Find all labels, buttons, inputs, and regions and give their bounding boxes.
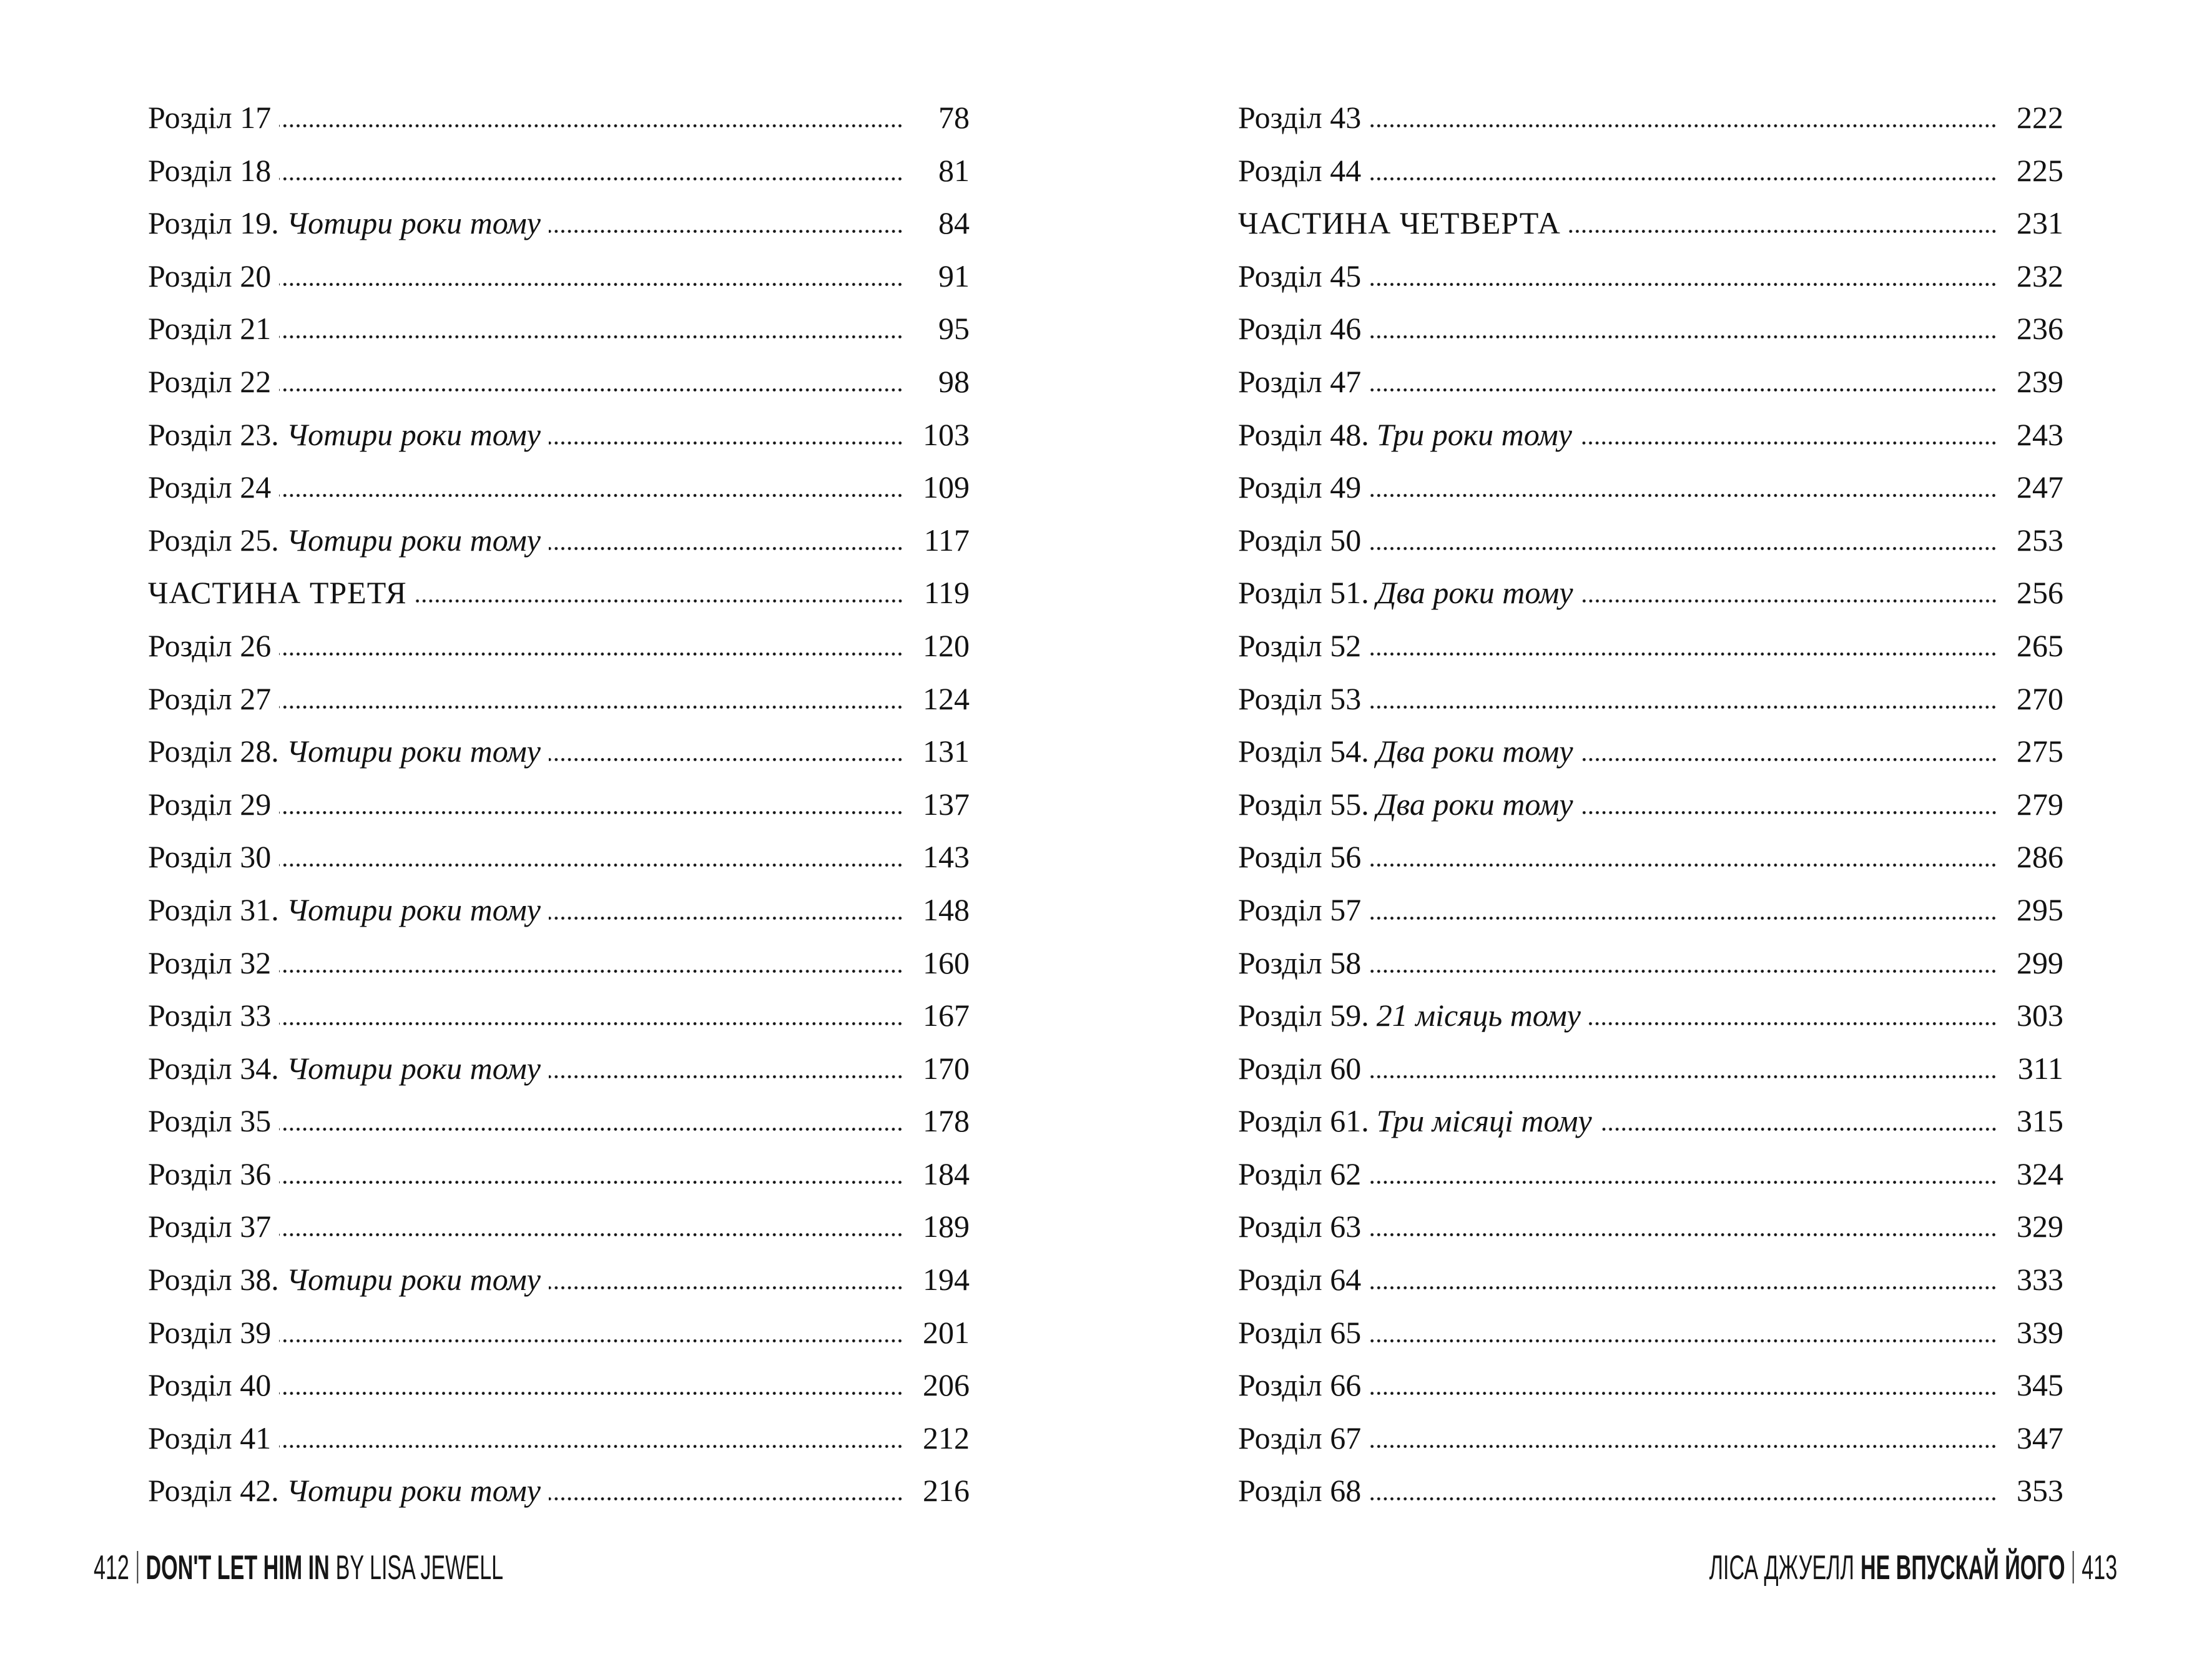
toc-entry-page-number: 194 bbox=[923, 1262, 970, 1297]
toc-entry-page-number: 84 bbox=[938, 205, 970, 241]
toc-entry-title: Розділ 47 bbox=[1238, 363, 1362, 399]
toc-entry bbox=[148, 302, 970, 355]
footer-divider-right bbox=[2073, 1551, 2074, 1583]
toc-entry-title: Розділ 26 bbox=[148, 628, 272, 663]
toc-entry-page-number: 137 bbox=[923, 786, 970, 822]
toc-entry-title: Розділ 59. bbox=[1238, 998, 1369, 1033]
toc-entry-page-number: 279 bbox=[2017, 786, 2063, 822]
toc-entry-title: Розділ 21 bbox=[148, 311, 272, 347]
toc-entry-label bbox=[148, 830, 271, 884]
toc-entry-title: Розділ 61. bbox=[1238, 1103, 1369, 1139]
toc-entry-page-number: 178 bbox=[923, 1103, 970, 1139]
toc-entry-page-number: 184 bbox=[923, 1156, 970, 1191]
toc-entry-page-number: 143 bbox=[923, 839, 970, 875]
toc-entry bbox=[148, 619, 970, 672]
dot-leader bbox=[279, 1127, 903, 1131]
toc-entry-subtitle: Чотири роки тому bbox=[286, 1262, 541, 1297]
toc-entry-label bbox=[1238, 1464, 1361, 1517]
dot-leader bbox=[415, 599, 903, 603]
toc-entry-page-number: 148 bbox=[923, 892, 970, 927]
toc-entry bbox=[148, 937, 970, 990]
toc-entry-page-number: 347 bbox=[2017, 1420, 2063, 1455]
toc-entry bbox=[148, 1306, 970, 1359]
toc-entry-label bbox=[148, 355, 271, 408]
dot-leader bbox=[549, 916, 903, 920]
toc-entry-title: Розділ 34. bbox=[148, 1050, 279, 1086]
toc-entry bbox=[1238, 619, 2063, 672]
dot-leader bbox=[1369, 969, 1997, 973]
toc-entry-label bbox=[1238, 514, 1361, 567]
toc-entry-title: Розділ 31. bbox=[148, 892, 279, 927]
toc-entry-page-number: 345 bbox=[2017, 1367, 2063, 1403]
toc-entry-label bbox=[148, 250, 271, 303]
toc-entry bbox=[148, 778, 970, 831]
toc-entry-title: Розділ 40 bbox=[148, 1367, 272, 1403]
toc-entry-label bbox=[1238, 672, 1361, 726]
dot-leader bbox=[549, 229, 903, 234]
dot-leader bbox=[1369, 916, 1997, 920]
toc-entry-title: Розділ 41 bbox=[148, 1420, 272, 1455]
toc-entry-label bbox=[1238, 1412, 1361, 1465]
toc-entry-label bbox=[148, 1200, 271, 1253]
toc-entry-title: Розділ 51. bbox=[1238, 575, 1369, 611]
toc-entry-subtitle: Два роки тому bbox=[1376, 575, 1573, 611]
toc-entry-page-number: 232 bbox=[2017, 258, 2063, 293]
toc-entry bbox=[148, 989, 970, 1042]
toc-entry-title: Розділ 54. bbox=[1238, 734, 1369, 769]
dot-leader bbox=[1369, 124, 1997, 128]
toc-entry-page-number: 286 bbox=[2017, 839, 2063, 875]
toc-entry-title: Розділ 30 bbox=[148, 839, 272, 875]
toc-entry-title: Розділ 36 bbox=[148, 1156, 272, 1191]
dot-leader bbox=[549, 1075, 903, 1079]
toc-entry bbox=[1238, 1200, 2063, 1253]
toc-entry-title: Розділ 17 bbox=[148, 100, 272, 135]
toc-entry-page-number: 324 bbox=[2017, 1156, 2063, 1191]
toc-entry bbox=[1238, 1042, 2063, 1095]
toc-entry-subtitle: Три місяці тому bbox=[1376, 1103, 1592, 1139]
dot-leader bbox=[1369, 1444, 1997, 1449]
dot-leader bbox=[279, 177, 903, 181]
toc-entry-label bbox=[1238, 197, 1561, 250]
toc-entry-title: Розділ 52 bbox=[1238, 628, 1362, 663]
toc-entry-page-number: 81 bbox=[938, 152, 970, 188]
dot-leader bbox=[1369, 335, 1997, 339]
toc-entry-title: Розділ 35 bbox=[148, 1103, 272, 1139]
dot-leader bbox=[279, 652, 903, 656]
toc-entry-label bbox=[148, 1148, 271, 1201]
toc-entry-label bbox=[148, 1464, 541, 1517]
dot-leader bbox=[1369, 177, 1997, 181]
toc-part-heading bbox=[1238, 197, 2063, 250]
toc-entry-label bbox=[1238, 250, 1361, 303]
toc-entry-page-number: 270 bbox=[2017, 681, 2063, 716]
toc-entry-title: Розділ 28. bbox=[148, 734, 279, 769]
toc-entry-title: ЧАСТИНА ЧЕТВЕРТА bbox=[1238, 205, 1561, 241]
toc-entry bbox=[148, 1359, 970, 1412]
toc-entry bbox=[1238, 1148, 2063, 1201]
toc-entry-label bbox=[1238, 355, 1361, 408]
toc-entry-label bbox=[1238, 1095, 1592, 1148]
toc-entry-title: Розділ 53 bbox=[1238, 681, 1362, 716]
toc-entry-page-number: 236 bbox=[2017, 311, 2063, 347]
toc-entry bbox=[1238, 830, 2063, 884]
toc-entry-label bbox=[148, 725, 541, 778]
toc-entry-page-number: 299 bbox=[2017, 945, 2063, 980]
toc-part-heading bbox=[148, 566, 970, 619]
toc-entry-page-number: 206 bbox=[923, 1367, 970, 1403]
toc-entry-title: Розділ 49 bbox=[1238, 470, 1362, 505]
toc-entry-page-number: 78 bbox=[938, 100, 970, 135]
dot-leader bbox=[549, 757, 903, 762]
toc-entry-label bbox=[148, 884, 541, 937]
toc-entry-page-number: 265 bbox=[2017, 628, 2063, 663]
toc-entry-page-number: 253 bbox=[2017, 522, 2063, 558]
toc-entry-page-number: 315 bbox=[2017, 1103, 2063, 1139]
toc-entry-title: Розділ 58 bbox=[1238, 945, 1362, 980]
toc-entry-title: Розділ 24 bbox=[148, 470, 272, 505]
toc-entry-title: Розділ 60 bbox=[1238, 1050, 1362, 1086]
dot-leader bbox=[279, 810, 903, 815]
toc-entry bbox=[1238, 1253, 2063, 1306]
toc-entry-title: Розділ 55. bbox=[1238, 786, 1369, 822]
toc-entry bbox=[148, 830, 970, 884]
toc-entry bbox=[1238, 514, 2063, 567]
dot-leader bbox=[549, 1286, 903, 1290]
toc-entry-subtitle: Два роки тому bbox=[1376, 786, 1573, 822]
toc-entry-title: Розділ 66 bbox=[1238, 1367, 1362, 1403]
toc-entry-title: Розділ 48. bbox=[1238, 416, 1369, 452]
dot-leader bbox=[549, 546, 903, 551]
toc-entry-page-number: 329 bbox=[2017, 1209, 2063, 1244]
toc-entry bbox=[1238, 302, 2063, 355]
toc-entry-page-number: 91 bbox=[938, 258, 970, 293]
toc-entry-title: ЧАСТИНА ТРЕТЯ bbox=[148, 575, 407, 611]
dot-leader bbox=[1580, 441, 1997, 445]
toc-entry bbox=[148, 144, 970, 197]
toc-entry-label bbox=[148, 197, 541, 250]
dot-leader bbox=[279, 124, 903, 128]
toc-entry-label bbox=[148, 91, 271, 144]
toc-entry-label bbox=[1238, 989, 1581, 1042]
toc-entry-label bbox=[1238, 884, 1361, 937]
toc-entry bbox=[148, 725, 970, 778]
toc-entry bbox=[1238, 1095, 2063, 1148]
footer-right bbox=[1709, 1547, 2117, 1587]
toc-entry-label bbox=[148, 989, 271, 1042]
toc-entry-title: Розділ 50 bbox=[1238, 522, 1362, 558]
toc-entry-title: Розділ 25. bbox=[148, 522, 279, 558]
toc-entry-page-number: 120 bbox=[923, 628, 970, 663]
dot-leader bbox=[279, 1444, 903, 1449]
dot-leader bbox=[279, 493, 903, 498]
toc-entry bbox=[148, 197, 970, 250]
toc-entry-label bbox=[1238, 937, 1361, 990]
toc-entry bbox=[148, 91, 970, 144]
toc-entry-page-number: 98 bbox=[938, 363, 970, 399]
footer-book-title-en: DON'T LET HIM IN bbox=[145, 1548, 330, 1587]
toc-entry-label bbox=[1238, 91, 1361, 144]
toc-entry-title: Розділ 42. bbox=[148, 1473, 279, 1509]
toc-entry bbox=[148, 514, 970, 567]
dot-leader bbox=[549, 441, 903, 445]
toc-entry-label bbox=[1238, 1042, 1361, 1095]
toc-entry-label bbox=[1238, 302, 1361, 355]
toc-entry-label bbox=[148, 1306, 271, 1359]
toc-entry-page-number: 160 bbox=[923, 945, 970, 980]
toc-entry-label bbox=[148, 778, 271, 831]
footer-page-number-right: 413 bbox=[2082, 1548, 2117, 1587]
dot-leader bbox=[1369, 705, 1997, 709]
dot-leader bbox=[1369, 1391, 1997, 1396]
toc-entry bbox=[1238, 91, 2063, 144]
toc-entry-title: Розділ 57 bbox=[1238, 892, 1362, 927]
toc-entry-page-number: 216 bbox=[923, 1473, 970, 1509]
dot-leader bbox=[279, 705, 903, 709]
dot-leader bbox=[279, 1391, 903, 1396]
toc-entry-page-number: 247 bbox=[2017, 470, 2063, 505]
dot-leader bbox=[279, 335, 903, 339]
toc-entry bbox=[1238, 937, 2063, 990]
toc-column-left bbox=[148, 91, 970, 1517]
dot-leader bbox=[1369, 388, 1997, 392]
toc-entry-label bbox=[1238, 566, 1573, 619]
toc-entry bbox=[1238, 989, 2063, 1042]
dot-leader bbox=[1600, 1127, 1997, 1131]
toc-entry-title: Розділ 64 bbox=[1238, 1262, 1362, 1297]
toc-entry-page-number: 212 bbox=[923, 1420, 970, 1455]
toc-entry-title: Розділ 33 bbox=[148, 998, 272, 1033]
toc-entry-label bbox=[148, 461, 271, 514]
toc-entry-title: Розділ 68 bbox=[1238, 1473, 1362, 1509]
toc-entry-title: Розділ 46 bbox=[1238, 311, 1362, 347]
toc-entry bbox=[1238, 1412, 2063, 1465]
dot-leader bbox=[1369, 1075, 1997, 1079]
toc-entry-label bbox=[1238, 619, 1361, 672]
toc-entry-label bbox=[1238, 725, 1573, 778]
toc-entry bbox=[1238, 1359, 2063, 1412]
toc-entry-label bbox=[1238, 461, 1361, 514]
toc-entry-title: Розділ 39 bbox=[148, 1314, 272, 1350]
toc-entry bbox=[148, 408, 970, 461]
toc-entry-subtitle: Чотири роки тому bbox=[286, 892, 541, 927]
dot-leader bbox=[1369, 1233, 1997, 1237]
toc-entry bbox=[1238, 1464, 2063, 1517]
toc-entry-page-number: 339 bbox=[2017, 1314, 2063, 1350]
dot-leader bbox=[1569, 229, 1997, 234]
toc-entry bbox=[148, 1095, 970, 1148]
toc-entry bbox=[1238, 408, 2063, 461]
toc-entry-title: Розділ 44 bbox=[1238, 152, 1362, 188]
toc-entry-label bbox=[148, 1042, 541, 1095]
toc-entry-page-number: 225 bbox=[2017, 152, 2063, 188]
toc-entry bbox=[1238, 566, 2063, 619]
toc-entry bbox=[148, 1148, 970, 1201]
toc-entry bbox=[148, 1253, 970, 1306]
dot-leader bbox=[279, 1180, 903, 1184]
toc-entry-label bbox=[148, 1253, 541, 1306]
toc-entry-title: Розділ 45 bbox=[1238, 258, 1362, 293]
toc-entry-label bbox=[1238, 1200, 1361, 1253]
toc-entry bbox=[148, 250, 970, 303]
toc-entry bbox=[1238, 355, 2063, 408]
toc-entry-subtitle: Чотири роки тому bbox=[286, 522, 541, 558]
toc-entry-label bbox=[148, 672, 271, 726]
dot-leader bbox=[1581, 599, 1997, 603]
toc-entry bbox=[1238, 778, 2063, 831]
toc-entry-title: Розділ 23. bbox=[148, 416, 279, 452]
footer-page-number-left: 412 bbox=[94, 1548, 129, 1587]
toc-column-right bbox=[1238, 91, 2063, 1517]
toc-entry bbox=[148, 355, 970, 408]
toc-entry-label bbox=[148, 1412, 271, 1465]
toc-entry-label bbox=[1238, 1148, 1361, 1201]
toc-entry-page-number: 243 bbox=[2017, 416, 2063, 452]
toc-entry-title: Розділ 20 bbox=[148, 258, 272, 293]
toc-entry-subtitle: Чотири роки тому bbox=[286, 416, 541, 452]
toc-entry-label bbox=[1238, 408, 1572, 461]
dot-leader bbox=[1369, 1339, 1997, 1343]
toc-entry-page-number: 311 bbox=[2017, 1050, 2063, 1086]
dot-leader bbox=[1369, 863, 1997, 867]
toc-entry-title: Розділ 63 bbox=[1238, 1209, 1362, 1244]
toc-entry-page-number: 189 bbox=[923, 1209, 970, 1244]
dot-leader bbox=[279, 863, 903, 867]
toc-entry-page-number: 333 bbox=[2017, 1262, 2063, 1297]
toc-entry-page-number: 95 bbox=[938, 311, 970, 347]
footer-left bbox=[94, 1547, 503, 1587]
toc-entry-subtitle: Чотири роки тому bbox=[286, 734, 541, 769]
toc-entry-title: Розділ 18 bbox=[148, 152, 272, 188]
footer-divider-left bbox=[137, 1551, 138, 1583]
toc-entry bbox=[148, 1464, 970, 1517]
toc-entry bbox=[1238, 144, 2063, 197]
toc-entry-label bbox=[148, 302, 271, 355]
toc-entry-label bbox=[1238, 830, 1361, 884]
dot-leader bbox=[279, 1233, 903, 1237]
toc-entry-page-number: 103 bbox=[923, 416, 970, 452]
toc-entry-title: Розділ 29 bbox=[148, 786, 272, 822]
toc-entry-label bbox=[148, 408, 541, 461]
toc-entry-label bbox=[148, 566, 407, 619]
dot-leader bbox=[1369, 493, 1997, 498]
toc-entry-label bbox=[1238, 144, 1361, 197]
toc-entry-label bbox=[1238, 1253, 1361, 1306]
toc-entry-subtitle: Чотири роки тому bbox=[286, 1050, 541, 1086]
toc-entry-title: Розділ 32 bbox=[148, 945, 272, 980]
dot-leader bbox=[1581, 757, 1997, 762]
toc-entry-label bbox=[148, 1095, 271, 1148]
toc-entry-title: Розділ 65 bbox=[1238, 1314, 1362, 1350]
footer-byline: BY LISA JEWELL bbox=[335, 1548, 504, 1587]
toc-entry-page-number: 256 bbox=[2017, 575, 2063, 611]
toc-entry-label bbox=[148, 619, 271, 672]
toc-entry bbox=[148, 884, 970, 937]
toc-entry bbox=[1238, 884, 2063, 937]
dot-leader bbox=[1369, 1286, 1997, 1290]
dot-leader bbox=[1369, 1497, 1997, 1501]
toc-entry bbox=[1238, 725, 2063, 778]
toc-entry-page-number: 353 bbox=[2017, 1473, 2063, 1509]
dot-leader bbox=[279, 1339, 903, 1343]
dot-leader bbox=[279, 1021, 903, 1026]
toc-entry-label bbox=[1238, 1306, 1361, 1359]
toc-entry-page-number: 231 bbox=[2017, 205, 2063, 241]
toc-entry-title: Розділ 38. bbox=[148, 1262, 279, 1297]
toc-entry-title: Розділ 62 bbox=[1238, 1156, 1362, 1191]
toc-entry-page-number: 119 bbox=[923, 575, 970, 611]
toc-entry-label bbox=[148, 514, 541, 567]
toc-entry bbox=[1238, 1306, 2063, 1359]
toc-entry bbox=[1238, 461, 2063, 514]
toc-entry-label bbox=[1238, 1359, 1361, 1412]
toc-entry bbox=[148, 1042, 970, 1095]
toc-entry-title: Розділ 27 bbox=[148, 681, 272, 716]
toc-entry-title: Розділ 37 bbox=[148, 1209, 272, 1244]
toc-entry-page-number: 222 bbox=[2017, 100, 2063, 135]
dot-leader bbox=[1369, 1180, 1997, 1184]
dot-leader bbox=[279, 388, 903, 392]
dot-leader bbox=[1589, 1021, 1997, 1026]
toc-entry-title: Розділ 19. bbox=[148, 205, 279, 241]
toc-entry-page-number: 275 bbox=[2017, 734, 2063, 769]
toc-entry-title: Розділ 67 bbox=[1238, 1420, 1362, 1455]
toc-entry-page-number: 124 bbox=[923, 681, 970, 716]
toc-entry-label bbox=[148, 937, 271, 990]
footer-author-uk: ЛІСА ДЖУЕЛЛ bbox=[1709, 1548, 1854, 1587]
dot-leader bbox=[279, 282, 903, 287]
toc-entry-label bbox=[148, 1359, 271, 1412]
dot-leader bbox=[1369, 652, 1997, 656]
toc-entry-page-number: 239 bbox=[2017, 363, 2063, 399]
toc-entry-page-number: 170 bbox=[923, 1050, 970, 1086]
toc-entry-subtitle: 21 місяць тому bbox=[1376, 998, 1581, 1033]
toc-entry-title: Розділ 43 bbox=[1238, 100, 1362, 135]
toc-entry-page-number: 109 bbox=[923, 470, 970, 505]
dot-leader bbox=[1369, 282, 1997, 287]
toc-entry-page-number: 303 bbox=[2017, 998, 2063, 1033]
toc-entry bbox=[148, 672, 970, 726]
dot-leader bbox=[279, 969, 903, 973]
toc-entry-page-number: 131 bbox=[923, 734, 970, 769]
footer-book-title-uk: НЕ ВПУСКАЙ ЙОГО bbox=[1860, 1548, 2065, 1587]
toc-entry-subtitle: Чотири роки тому bbox=[286, 205, 541, 241]
toc-entry-label bbox=[1238, 778, 1573, 831]
dot-leader bbox=[1369, 546, 1997, 551]
toc-entry bbox=[1238, 250, 2063, 303]
toc-entry bbox=[148, 461, 970, 514]
toc-entry bbox=[148, 1412, 970, 1465]
toc-entry-page-number: 117 bbox=[923, 522, 970, 558]
toc-entry-page-number: 295 bbox=[2017, 892, 2063, 927]
toc-entry-title: Розділ 22 bbox=[148, 363, 272, 399]
toc-entry-subtitle: Два роки тому bbox=[1376, 734, 1573, 769]
toc-entry bbox=[148, 1200, 970, 1253]
toc-entry-page-number: 167 bbox=[923, 998, 970, 1033]
toc-entry-label bbox=[148, 144, 271, 197]
toc-entry-subtitle: Чотири роки тому bbox=[286, 1473, 541, 1509]
dot-leader bbox=[549, 1497, 903, 1501]
dot-leader bbox=[1581, 810, 1997, 815]
toc-entry-page-number: 201 bbox=[923, 1314, 970, 1350]
toc-entry-subtitle: Три роки тому bbox=[1376, 416, 1572, 452]
toc-entry-title: Розділ 56 bbox=[1238, 839, 1362, 875]
toc-entry bbox=[1238, 672, 2063, 726]
